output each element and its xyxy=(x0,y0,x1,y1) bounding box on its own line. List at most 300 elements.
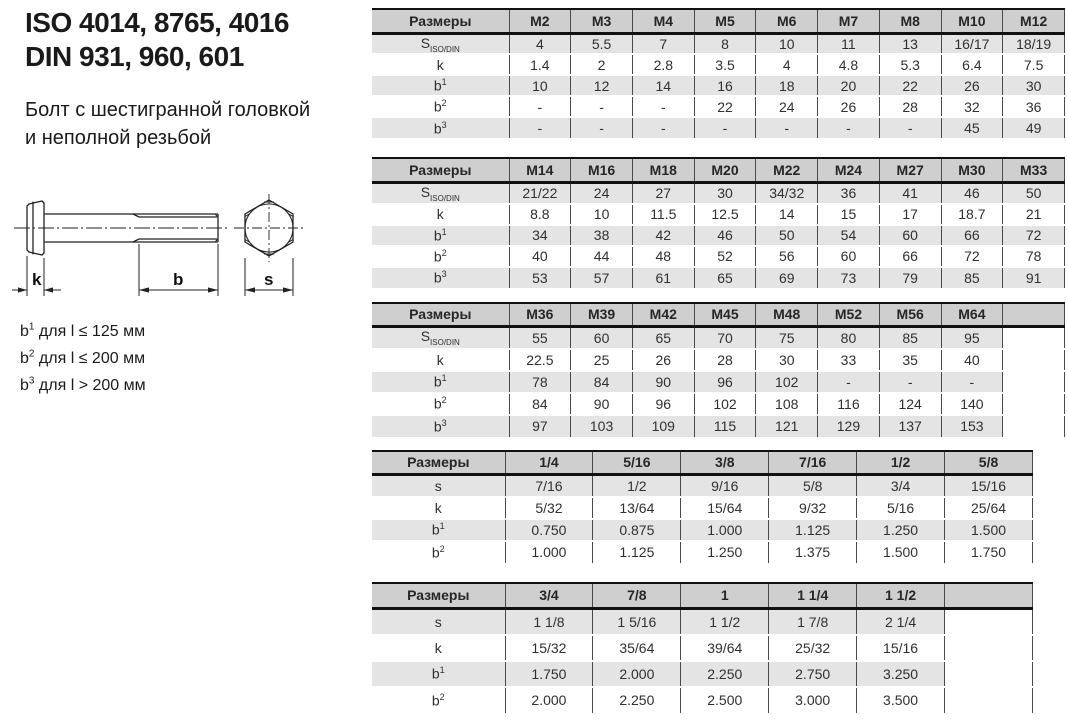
value-cell: 55 xyxy=(509,327,571,349)
value-cell: 153 xyxy=(941,415,1003,437)
page-title-line1: ISO 4014, 8765, 4016 xyxy=(25,7,289,38)
value-cell: 78 xyxy=(509,371,571,393)
bolt-technical-drawing xyxy=(6,186,328,319)
value-cell: 90 xyxy=(571,393,633,415)
value-cell: 140 xyxy=(941,393,1003,415)
header-row xyxy=(372,158,1065,182)
column-header: 5/8 xyxy=(945,451,1033,475)
row-label: k xyxy=(372,497,505,519)
row-label: $b^3$ xyxy=(372,117,509,138)
dimension-table-5 xyxy=(372,582,1033,713)
value-cell: 4 xyxy=(756,54,818,75)
value-cell: 79 xyxy=(879,267,941,288)
dimension-table-4 xyxy=(372,450,1033,563)
table-row xyxy=(372,182,1065,203)
column-header: M6 xyxy=(756,9,818,33)
value-cell: 84 xyxy=(571,371,633,393)
dimension-table-1 xyxy=(372,8,1065,138)
value-cell: 36 xyxy=(1003,96,1065,117)
value-cell: 35/64 xyxy=(593,635,681,661)
value-cell: 14 xyxy=(756,204,818,225)
column-header: M4 xyxy=(632,9,694,33)
value-cell: 24 xyxy=(756,96,818,117)
table-row xyxy=(372,204,1065,225)
value-cell: 10 xyxy=(571,204,633,225)
value-cell: 0.750 xyxy=(505,519,593,541)
value-cell: 2.000 xyxy=(593,661,681,687)
value-cell: 50 xyxy=(1003,182,1065,203)
value-cell: 1.500 xyxy=(945,519,1033,541)
value-cell: 60 xyxy=(571,327,633,349)
row-label: k xyxy=(372,54,509,75)
table-row xyxy=(372,225,1065,246)
table-row xyxy=(372,497,1033,519)
table-row xyxy=(372,519,1033,541)
value-cell: 25/64 xyxy=(945,497,1033,519)
value-cell: 95 xyxy=(941,327,1003,349)
column-header: M48 xyxy=(756,303,818,327)
value-cell: 69 xyxy=(756,267,818,288)
table-row xyxy=(372,687,1033,713)
value-cell: 7 xyxy=(632,33,694,54)
empty-cell xyxy=(945,609,1033,635)
column-header: M27 xyxy=(879,158,941,182)
header-row xyxy=(372,303,1065,327)
column-header: M14 xyxy=(509,158,571,182)
table-row xyxy=(372,661,1033,687)
value-cell: 11.5 xyxy=(632,204,694,225)
bolt-end-view xyxy=(234,194,304,262)
value-cell: 10 xyxy=(509,75,571,96)
value-cell: 1.000 xyxy=(505,541,593,563)
column-header: M64 xyxy=(941,303,1003,327)
value-cell: 15/32 xyxy=(505,635,593,661)
row-label: $b^2$ xyxy=(372,393,509,415)
column-header: M18 xyxy=(632,158,694,182)
table-row xyxy=(372,267,1065,288)
column-header: M16 xyxy=(571,158,633,182)
value-cell: 27 xyxy=(632,182,694,203)
value-cell: 1.250 xyxy=(857,519,945,541)
header-row xyxy=(372,583,1033,609)
value-cell: 28 xyxy=(694,349,756,371)
row-label: $b^1$ xyxy=(372,519,505,541)
page-subtitle-line2: и неполной резьбой xyxy=(25,127,212,149)
value-cell: 13 xyxy=(879,33,941,54)
column-header: M36 xyxy=(509,303,571,327)
table-row xyxy=(372,415,1065,437)
value-cell: 13/64 xyxy=(593,497,681,519)
dimension-table-3 xyxy=(372,302,1065,437)
value-cell: 38 xyxy=(571,225,633,246)
value-cell: 5/32 xyxy=(505,497,593,519)
table-row xyxy=(372,54,1065,75)
value-cell: 30 xyxy=(694,182,756,203)
value-cell: 60 xyxy=(818,246,880,267)
value-cell: 78 xyxy=(1003,246,1065,267)
value-cell: 102 xyxy=(694,393,756,415)
value-cell: - xyxy=(879,371,941,393)
column-header: 7/8 xyxy=(593,583,681,609)
row-label: $S_{ISO/DIN}$ xyxy=(372,327,509,349)
dimension-b xyxy=(139,244,218,296)
value-cell: 15/16 xyxy=(945,475,1033,497)
page-title xyxy=(25,6,289,74)
value-cell: 60 xyxy=(879,225,941,246)
row-label: k xyxy=(372,635,505,661)
value-cell: - xyxy=(694,117,756,138)
empty-cell xyxy=(1003,415,1065,437)
dimension-s xyxy=(245,258,293,296)
value-cell: - xyxy=(509,96,571,117)
value-cell: 65 xyxy=(632,327,694,349)
column-header: M7 xyxy=(818,9,880,33)
row-label: $b^3$ xyxy=(372,415,509,437)
value-cell: 1/2 xyxy=(593,475,681,497)
value-cell: 85 xyxy=(879,327,941,349)
value-cell: 9/16 xyxy=(681,475,769,497)
table-row xyxy=(372,371,1065,393)
value-cell: 18.7 xyxy=(941,204,1003,225)
value-cell: 116 xyxy=(818,393,880,415)
value-cell: 16 xyxy=(694,75,756,96)
value-cell: 1 1/8 xyxy=(505,609,593,635)
column-header: M52 xyxy=(818,303,880,327)
column-header: 1 xyxy=(681,583,769,609)
value-cell: 3.250 xyxy=(857,661,945,687)
value-cell: - xyxy=(571,117,633,138)
value-cell: 46 xyxy=(694,225,756,246)
value-cell: 26 xyxy=(632,349,694,371)
column-header: M5 xyxy=(694,9,756,33)
value-cell: 18 xyxy=(756,75,818,96)
thread-length-notes xyxy=(20,318,146,400)
table-row xyxy=(372,117,1065,138)
page-subtitle-line1: Болт с шестигранной головкой xyxy=(25,99,311,121)
dim-label-b: b xyxy=(173,270,184,289)
table-row xyxy=(372,393,1065,415)
value-cell: 2.500 xyxy=(681,687,769,713)
value-cell: 5/8 xyxy=(769,475,857,497)
value-cell: 26 xyxy=(941,75,1003,96)
value-cell: 4 xyxy=(509,33,571,54)
value-cell: 50 xyxy=(756,225,818,246)
value-cell: 7.5 xyxy=(1003,54,1065,75)
bolt-drawing-svg xyxy=(6,186,328,314)
value-cell: 115 xyxy=(694,415,756,437)
column-header: 1 1/2 xyxy=(857,583,945,609)
value-cell: 22 xyxy=(879,75,941,96)
value-cell: 56 xyxy=(756,246,818,267)
value-cell: 2.750 xyxy=(769,661,857,687)
empty-cell xyxy=(945,687,1033,713)
tables-column xyxy=(372,8,1067,713)
value-cell: 54 xyxy=(818,225,880,246)
value-cell: 96 xyxy=(632,393,694,415)
row-label: $b^2$ xyxy=(372,246,509,267)
column-header: 3/4 xyxy=(505,583,593,609)
value-cell: - xyxy=(879,117,941,138)
value-cell: 90 xyxy=(632,371,694,393)
value-cell: 70 xyxy=(694,327,756,349)
value-cell: 15/64 xyxy=(681,497,769,519)
value-cell: 8 xyxy=(694,33,756,54)
table-row xyxy=(372,541,1033,563)
empty-cell xyxy=(1003,327,1065,349)
note-line-1: $b^1$ для l ≤ 125 мм xyxy=(20,321,146,340)
value-cell: - xyxy=(632,96,694,117)
value-cell: 18/19 xyxy=(1003,33,1065,54)
value-cell: 124 xyxy=(879,393,941,415)
value-cell: 1.125 xyxy=(769,519,857,541)
value-cell: 34 xyxy=(509,225,571,246)
value-cell: 7/16 xyxy=(505,475,593,497)
table-row xyxy=(372,33,1065,54)
value-cell: 40 xyxy=(941,349,1003,371)
empty-column-header xyxy=(1003,303,1065,327)
row-label: $S_{ISO/DIN}$ xyxy=(372,33,509,54)
value-cell: 2.000 xyxy=(505,687,593,713)
value-cell: 16/17 xyxy=(941,33,1003,54)
header-row xyxy=(372,9,1065,33)
header-row xyxy=(372,451,1033,475)
value-cell: 3.000 xyxy=(769,687,857,713)
value-cell: 36 xyxy=(818,182,880,203)
value-cell: 75 xyxy=(756,327,818,349)
row-label: k xyxy=(372,349,509,371)
column-header: M45 xyxy=(694,303,756,327)
table-row xyxy=(372,635,1033,661)
value-cell: 72 xyxy=(1003,225,1065,246)
value-cell: 17 xyxy=(879,204,941,225)
value-cell: 33 xyxy=(818,349,880,371)
value-cell: 9/32 xyxy=(769,497,857,519)
value-cell: 42 xyxy=(632,225,694,246)
value-cell: 1 7/8 xyxy=(769,609,857,635)
empty-cell xyxy=(1003,349,1065,371)
value-cell: 1.375 xyxy=(769,541,857,563)
column-header: M20 xyxy=(694,158,756,182)
value-cell: 14 xyxy=(632,75,694,96)
value-cell: 96 xyxy=(694,371,756,393)
value-cell: - xyxy=(571,96,633,117)
value-cell: 2 xyxy=(571,54,633,75)
empty-column-header xyxy=(945,583,1033,609)
table-row xyxy=(372,609,1033,635)
value-cell: - xyxy=(509,117,571,138)
row-label: $b^3$ xyxy=(372,267,509,288)
value-cell: 30 xyxy=(756,349,818,371)
value-cell: 5/16 xyxy=(857,497,945,519)
value-cell: 44 xyxy=(571,246,633,267)
value-cell: 80 xyxy=(818,327,880,349)
dimension-k xyxy=(12,256,61,296)
value-cell: 1.000 xyxy=(681,519,769,541)
column-header: M2 xyxy=(509,9,571,33)
column-header: 3/8 xyxy=(681,451,769,475)
table-row xyxy=(372,96,1065,117)
row-label: $b^1$ xyxy=(372,661,505,687)
table-row xyxy=(372,327,1065,349)
value-cell: 2.250 xyxy=(681,661,769,687)
column-header: M12 xyxy=(1003,9,1065,33)
column-header: M56 xyxy=(879,303,941,327)
value-cell: 2 1/4 xyxy=(857,609,945,635)
value-cell: 30 xyxy=(1003,75,1065,96)
value-cell: 10 xyxy=(756,33,818,54)
value-cell: 25/32 xyxy=(769,635,857,661)
table-row xyxy=(372,349,1065,371)
value-cell: 121 xyxy=(756,415,818,437)
value-cell: - xyxy=(632,117,694,138)
value-cell: 97 xyxy=(509,415,571,437)
value-cell: 41 xyxy=(879,182,941,203)
value-cell: 5.5 xyxy=(571,33,633,54)
dim-label-k: k xyxy=(32,270,42,289)
value-cell: 109 xyxy=(632,415,694,437)
empty-cell xyxy=(945,635,1033,661)
value-cell: 21/22 xyxy=(509,182,571,203)
note-line-3: $b^3$ для l > 200 мм xyxy=(20,376,146,395)
value-cell: 48 xyxy=(632,246,694,267)
row-label: $b^2$ xyxy=(372,541,505,563)
value-cell: 12 xyxy=(571,75,633,96)
value-cell: 52 xyxy=(694,246,756,267)
column-header: 1 1/4 xyxy=(769,583,857,609)
row-label: $b^1$ xyxy=(372,371,509,393)
value-cell: 1.750 xyxy=(945,541,1033,563)
page-title-line2: DIN 931, 960, 601 xyxy=(25,41,244,73)
column-header: 1/2 xyxy=(857,451,945,475)
value-cell: 35 xyxy=(879,349,941,371)
table-row xyxy=(372,475,1033,497)
page-subtitle xyxy=(25,96,310,152)
value-cell: 1.4 xyxy=(509,54,571,75)
value-cell: 53 xyxy=(509,267,571,288)
value-cell: 2.250 xyxy=(593,687,681,713)
note-line-2: $b^2$ для l ≤ 200 мм xyxy=(20,348,146,368)
value-cell: 4.8 xyxy=(818,54,880,75)
table-row xyxy=(372,75,1065,96)
column-header: M30 xyxy=(941,158,1003,182)
table-row xyxy=(372,246,1065,267)
value-cell: 39/64 xyxy=(681,635,769,661)
value-cell: 40 xyxy=(509,246,571,267)
value-cell: 15/16 xyxy=(857,635,945,661)
value-cell: - xyxy=(756,117,818,138)
value-cell: 6.4 xyxy=(941,54,1003,75)
row-label: s xyxy=(372,475,505,497)
value-cell: - xyxy=(941,371,1003,393)
value-cell: 45 xyxy=(941,117,1003,138)
size-label-header: Размеры xyxy=(372,583,505,609)
value-cell: 22.5 xyxy=(509,349,571,371)
value-cell: 66 xyxy=(879,246,941,267)
value-cell: 61 xyxy=(632,267,694,288)
size-label-header: Размеры xyxy=(372,9,509,33)
value-cell: 91 xyxy=(1003,267,1065,288)
value-cell: 5.3 xyxy=(879,54,941,75)
dim-label-s: s xyxy=(264,270,274,289)
value-cell: 2.8 xyxy=(632,54,694,75)
value-cell: 73 xyxy=(818,267,880,288)
empty-cell xyxy=(945,661,1033,687)
column-header: M42 xyxy=(632,303,694,327)
value-cell: - xyxy=(818,371,880,393)
value-cell: 20 xyxy=(818,75,880,96)
row-label: $b^2$ xyxy=(372,687,505,713)
column-header: M3 xyxy=(571,9,633,33)
row-label: $b^1$ xyxy=(372,225,509,246)
value-cell: 24 xyxy=(571,182,633,203)
column-header: 5/16 xyxy=(593,451,681,475)
value-cell: 11 xyxy=(818,33,880,54)
value-cell: 3.500 xyxy=(857,687,945,713)
size-label-header: Размеры xyxy=(372,158,509,182)
bolt-side-view xyxy=(14,201,228,255)
row-label: s xyxy=(372,609,505,635)
value-cell: 1.750 xyxy=(505,661,593,687)
value-cell: 3/4 xyxy=(857,475,945,497)
value-cell: 1.500 xyxy=(857,541,945,563)
value-cell: 26 xyxy=(818,96,880,117)
value-cell: 15 xyxy=(818,204,880,225)
value-cell: 49 xyxy=(1003,117,1065,138)
value-cell: 1.125 xyxy=(593,541,681,563)
column-header: 1/4 xyxy=(505,451,593,475)
row-label: $b^1$ xyxy=(372,75,509,96)
value-cell: 66 xyxy=(941,225,1003,246)
column-header: M24 xyxy=(818,158,880,182)
value-cell: 84 xyxy=(509,393,571,415)
value-cell: 108 xyxy=(756,393,818,415)
value-cell: 28 xyxy=(879,96,941,117)
value-cell: 12.5 xyxy=(694,204,756,225)
empty-cell xyxy=(1003,371,1065,393)
value-cell: 137 xyxy=(879,415,941,437)
value-cell: 1 5/16 xyxy=(593,609,681,635)
value-cell: 65 xyxy=(694,267,756,288)
size-label-header: Размеры xyxy=(372,303,509,327)
value-cell: - xyxy=(818,117,880,138)
dimension-table-2 xyxy=(372,157,1065,287)
column-header: 7/16 xyxy=(769,451,857,475)
column-header: M8 xyxy=(879,9,941,33)
value-cell: 21 xyxy=(1003,204,1065,225)
value-cell: 0.875 xyxy=(593,519,681,541)
row-label: $S_{ISO/DIN}$ xyxy=(372,182,509,203)
size-label-header: Размеры xyxy=(372,451,505,475)
value-cell: 1.250 xyxy=(681,541,769,563)
value-cell: 3.5 xyxy=(694,54,756,75)
column-header: M39 xyxy=(571,303,633,327)
value-cell: 8.8 xyxy=(509,204,571,225)
value-cell: 102 xyxy=(756,371,818,393)
value-cell: 57 xyxy=(571,267,633,288)
value-cell: 34/32 xyxy=(756,182,818,203)
value-cell: 32 xyxy=(941,96,1003,117)
value-cell: 85 xyxy=(941,267,1003,288)
value-cell: 129 xyxy=(818,415,880,437)
value-cell: 103 xyxy=(571,415,633,437)
row-label: $b^2$ xyxy=(372,96,509,117)
column-header: M22 xyxy=(756,158,818,182)
column-header: M33 xyxy=(1003,158,1065,182)
row-label: k xyxy=(372,204,509,225)
value-cell: 72 xyxy=(941,246,1003,267)
value-cell: 22 xyxy=(694,96,756,117)
column-header: M10 xyxy=(941,9,1003,33)
